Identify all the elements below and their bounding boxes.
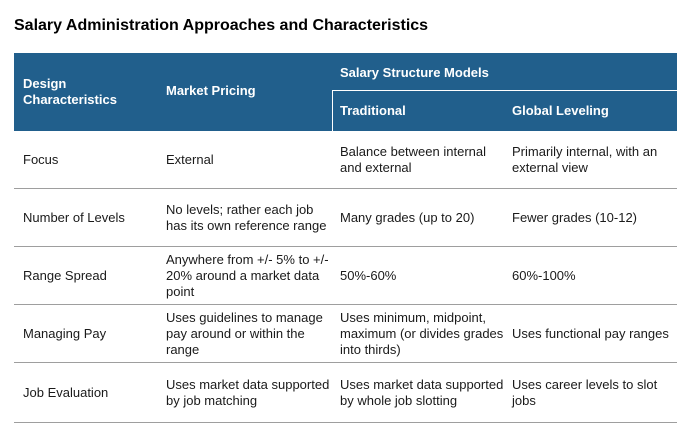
cell-global-leveling: Uses career levels to slot jobs (512, 376, 658, 408)
cell-market-pricing: External (166, 151, 214, 167)
cell-market-pricing: No levels; rather each job has its own reference range (166, 201, 327, 233)
table-body (14, 131, 677, 423)
header-design-characteristics: Design Characteristics (23, 76, 117, 107)
header-divider-vertical (332, 90, 333, 131)
row-label: Focus (23, 151, 59, 167)
row-label: Range Spread (23, 267, 107, 283)
header-traditional: Traditional (340, 103, 406, 118)
table-row (14, 189, 677, 247)
page-title: Salary Administration Approaches and Characteristics (14, 17, 429, 34)
row-label: Number of Levels (23, 209, 125, 225)
header-divider-horizontal (332, 90, 677, 91)
table-row (14, 131, 677, 189)
cell-traditional: Balance between internal and external (340, 143, 486, 175)
cell-traditional: Uses market data supported by whole job slotting (340, 376, 504, 408)
table-row (14, 305, 677, 363)
cell-traditional: 50%-60% (340, 267, 397, 283)
header-salary-structure-models: Salary Structure Models (340, 65, 489, 80)
cell-traditional: Uses minimum, midpoint, maximum (or divides grades into thirds) (340, 309, 504, 357)
cell-global-leveling: 60%-100% (512, 267, 576, 283)
header-global-leveling: Global Leveling (512, 103, 609, 118)
cell-market-pricing: Uses guidelines to manage pay around or within the range (166, 309, 323, 357)
table-row (14, 247, 677, 305)
cell-global-leveling: Uses functional pay ranges (512, 325, 669, 341)
cell-market-pricing: Anywhere from +/- 5% to +/- 20% around a market data point (166, 251, 329, 299)
cell-global-leveling: Primarily internal, with an external view (512, 143, 658, 175)
cell-traditional: Many grades (up to 20) (340, 209, 475, 225)
row-label: Job Evaluation (23, 384, 109, 400)
table-row (14, 363, 677, 423)
cell-market-pricing: Uses market data supported by job matching (166, 376, 330, 408)
cell-global-leveling: Fewer grades (10-12) (512, 209, 637, 225)
header-market-pricing: Market Pricing (166, 83, 256, 98)
row-label: Managing Pay (23, 325, 107, 341)
table-header (14, 53, 677, 131)
